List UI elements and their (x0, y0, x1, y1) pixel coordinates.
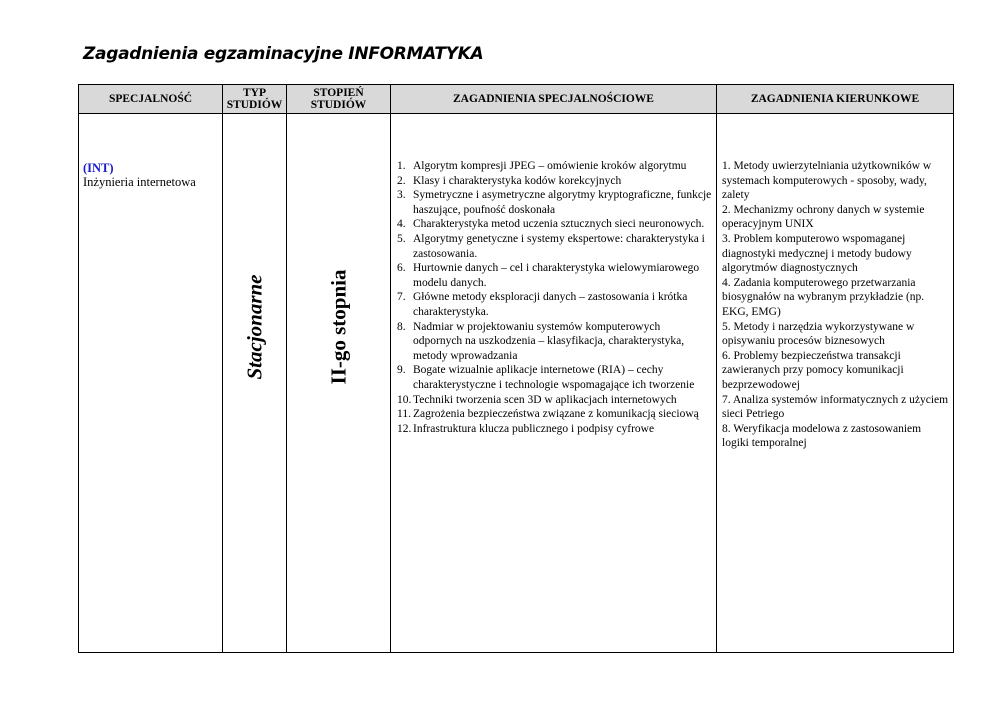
direction-topics-cell (717, 114, 954, 653)
list-item (397, 422, 712, 437)
header-specjalnosc: SPECJALNOŚĆ (79, 85, 223, 114)
list-item-text: Symetryczne i asymetryczne algorytmy kryptograficzne, funkcje haszujące, poufność doskonała (413, 189, 712, 216)
list-item: 5. Metody i narzędzia wykorzystywane w opisywaniu procesów biznesowych (722, 320, 915, 348)
study-type-text: Stacjonarne (242, 274, 266, 380)
list-item: 8. Weryfikacja modelowa z zastosowaniem logiki temporalnej (722, 422, 922, 450)
list-item (397, 232, 712, 261)
list-item (397, 217, 712, 232)
list-item-number: 4. (397, 218, 406, 231)
list-item-text: Algorytm kompresji JPEG – omówienie kroków algorytmu (413, 160, 687, 172)
list-item (397, 290, 712, 319)
list-item (397, 393, 712, 408)
list-item-number: 3. (397, 189, 406, 202)
list-item-text: Hurtownie danych – cel i charakterystyka wielowymiarowego modelu danych. (413, 262, 700, 289)
list-item: 1. Metody uwierzytelniania użytkowników w systemach komputerowych - sposoby, wady, zalety (722, 160, 932, 202)
study-level-text: II-go stopnia (326, 269, 350, 385)
list-item: 7. Analiza systemów informatycznych z użyciem sieci Petriego (722, 393, 949, 421)
list-item: 3. Problem komputerowo wspomaganej diagnostyki medycznej i metody budowy algorytmów diagnostycznych (722, 232, 912, 275)
list-item-text: Bogate wizualnie aplikacje internetowe (RIA) – cechy charakterystyczne i technologie wspomagające ich tworzenie (413, 364, 695, 391)
list-item-number: 7. (397, 291, 406, 304)
list-item: 2. Mechanizmy ochrony danych w systemie operacyjnym UNIX (722, 203, 925, 231)
table-row (79, 114, 954, 653)
list-item-number: 10. (397, 393, 412, 406)
specialization-topics-list (397, 159, 712, 436)
list-item-number: 6. (397, 262, 406, 275)
list-item-text: Infrastruktura klucza publicznego i podpisy cyfrowe (413, 422, 655, 435)
specialization-name: Inżynieria internetowa (83, 175, 196, 189)
list-item-number: 8. (397, 320, 406, 333)
list-item-text: Nadmiar w projektowaniu systemów komputerowych odpornych na uszkodzenia – klasyfikacja, charakterystyka, metody wprowadzania (413, 320, 685, 362)
specialization-cell (79, 114, 223, 653)
exam-topics-table (78, 84, 954, 653)
list-item (397, 188, 712, 217)
list-item (397, 363, 712, 392)
document-title: Zagadnienia egzaminacyjne INFORMATYKA (83, 44, 484, 64)
list-item-text: Główne metody eksploracji danych – zastosowania i krótka charakterystyka. (413, 291, 688, 318)
list-item (397, 320, 712, 364)
list-item-number: 12. (397, 422, 412, 435)
study-level-cell (287, 114, 391, 653)
list-item-text: Techniki tworzenia scen 3D w aplikacjach internetowych (413, 393, 677, 406)
specialization-code: (INT) (83, 161, 114, 175)
direction-topics-list (722, 159, 949, 451)
list-item: 6. Problemy bezpieczeństwa transakcji zawieranych przy pomocy komunikacji bezprzewodowej (722, 349, 904, 391)
list-item-number: 11. (397, 408, 411, 421)
header-zagadnienia-specjalnosciowe: ZAGADNIENIA SPECJALNOŚCIOWE (391, 85, 717, 114)
list-item-number: 5. (397, 232, 406, 245)
list-item-text: Algorytmy genetyczne i systemy ekspertowe: charakterystyka i zastosowania. (413, 232, 705, 260)
list-item (397, 159, 712, 174)
list-item-text: Zagrożenia bezpieczeństwa związane z komunikacją sieciową (413, 408, 699, 421)
list-item-number: 9. (397, 364, 406, 377)
header-zagadnienia-kierunkowe: ZAGADNIENIA KIERUNKOWE (717, 85, 954, 114)
list-item-text: Charakterystyka metod uczenia sztucznych sieci neuronowych. (413, 218, 705, 231)
list-item-number: 1. (397, 160, 406, 172)
table-header-row (79, 85, 954, 114)
list-item-number: 2. (397, 174, 406, 187)
list-item (397, 174, 712, 189)
specialization-topics-cell (391, 114, 717, 653)
study-type-cell (223, 114, 287, 653)
list-item (397, 261, 712, 290)
list-item: 4. Zadania komputerowego przetwarzania biosygnałów na wybranym przykładzie (np. EKG, EMG) (722, 276, 925, 318)
header-stopien-studiow: STOPIEŃ STUDIÓW (287, 85, 391, 114)
header-typ-studiow: TYP STUDIÓW (223, 85, 287, 114)
list-item (397, 407, 712, 422)
list-item-text: Klasy i charakterystyka kodów korekcyjnych (413, 174, 622, 187)
